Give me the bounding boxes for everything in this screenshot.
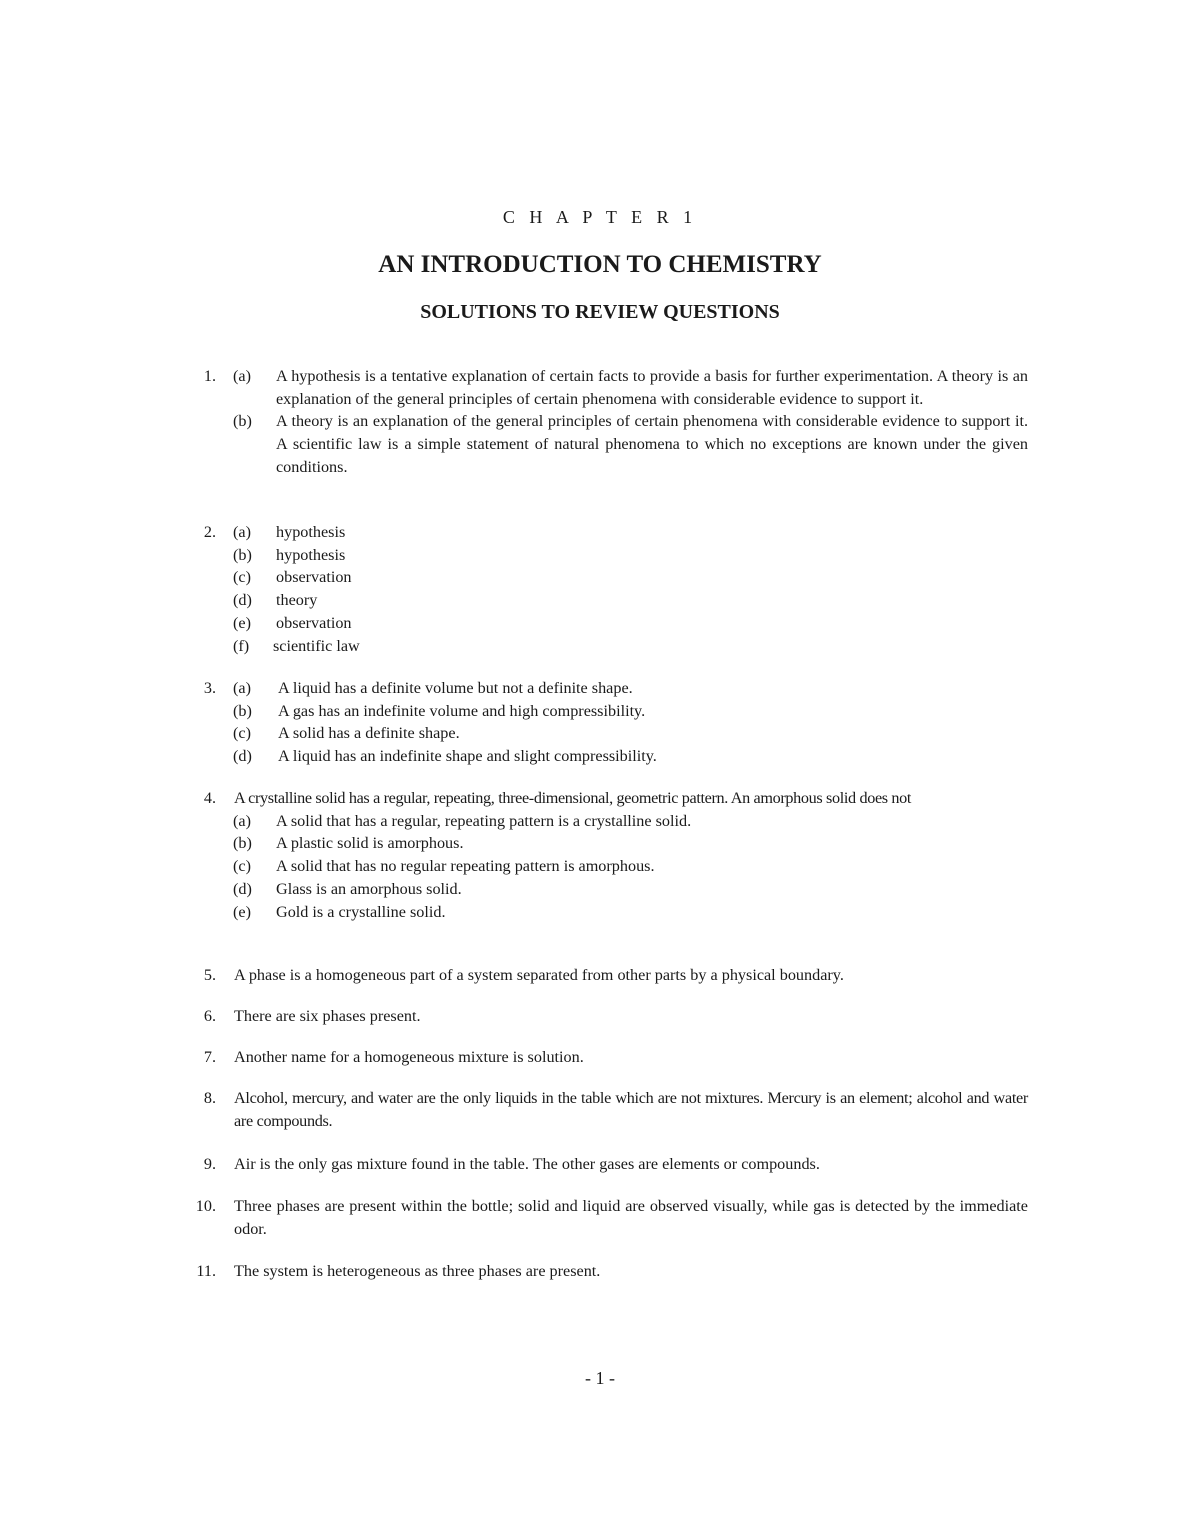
question-text: Alcohol, mercury, and water are the only liquids in the table which are not mixtures. Mercury is an element; alcohol and water are compounds.: [234, 1089, 1028, 1130]
part-text: A solid has a definite shape.: [278, 724, 460, 743]
question-9: [188, 1153, 1028, 1176]
question-text: Another name for a homogeneous mixture is solution.: [234, 1048, 584, 1066]
part-text: A theory is an explanation of the general principles of certain phenomena with considerable evidence to support it. A scientific law is a simple statement of natural phenomena to which no exceptions are known under the given conditions.: [276, 412, 1028, 476]
part-label: (f): [233, 636, 250, 655]
part-label: (b): [233, 412, 252, 431]
part-text: Gold is a crystalline solid.: [276, 902, 446, 921]
part-label: (b): [233, 701, 252, 720]
question-number: 10.: [195, 1197, 216, 1215]
question-part: [188, 410, 1028, 478]
question-part: [188, 677, 1028, 700]
part-text: A gas has an indefinite volume and high compressibility.: [278, 701, 646, 720]
part-text: observation: [276, 568, 352, 587]
question-number: 9.: [203, 1155, 216, 1173]
question-part: [188, 878, 1028, 901]
question-part: [188, 635, 1028, 658]
chapter-title: AN INTRODUCTION TO CHEMISTRY: [378, 251, 822, 278]
question-10: [188, 1195, 1028, 1240]
part-label: (a): [233, 523, 251, 541]
question-number: 7.: [203, 1048, 216, 1066]
part-label: (c): [233, 857, 251, 876]
page-number: - 1 -: [585, 1368, 615, 1388]
question-number: 8.: [203, 1089, 216, 1107]
question-part: [188, 745, 1028, 768]
question-part: [188, 521, 1028, 544]
part-label: (e): [233, 902, 251, 921]
part-label: (b): [233, 834, 252, 853]
part-text: Glass is an amorphous solid.: [276, 879, 462, 898]
part-label: (b): [233, 545, 252, 564]
part-text: observation: [276, 613, 352, 632]
part-label: (d): [233, 591, 252, 610]
question-part: [188, 544, 1028, 567]
part-text: A hypothesis is a tentative explanation of certain facts to provide a basis for further experimentation. A theory is an explanation of the general principles of certain phenomena with considerable evidence to support it.: [276, 367, 1028, 408]
question-number: 11.: [196, 1262, 216, 1280]
part-text: scientific law: [273, 636, 360, 655]
part-label: (a): [233, 811, 251, 830]
question-text: Air is the only gas mixture found in the table. The other gases are elements or compounds.: [234, 1155, 820, 1173]
part-text: hypothesis: [276, 523, 346, 541]
part-text: theory: [276, 591, 318, 610]
part-text: A liquid has an indefinite shape and slight compressibility.: [278, 747, 657, 766]
part-label: (c): [233, 724, 251, 743]
question-5: [188, 964, 1028, 987]
question-part: [188, 700, 1028, 723]
question-4: [188, 787, 1028, 923]
question-2: [188, 521, 1028, 657]
question-number: 6.: [203, 1007, 216, 1025]
question-part: [188, 722, 1028, 745]
section-title: SOLUTIONS TO REVIEW QUESTIONS: [420, 301, 780, 323]
part-label: (a): [233, 679, 251, 697]
question-part: [188, 566, 1028, 589]
part-text: A solid that has a regular, repeating pattern is a crystalline solid.: [276, 811, 692, 830]
question-part: [188, 589, 1028, 612]
question-text: There are six phases present.: [234, 1007, 421, 1025]
question-text: A phase is a homogeneous part of a system separated from other parts by a physical boundary.: [234, 966, 844, 984]
part-label: (d): [233, 879, 252, 898]
question-part: [188, 612, 1028, 635]
question-number: 1.: [203, 367, 216, 385]
question-3: [188, 677, 1028, 768]
question-text: A crystalline solid has a regular, repeating, three-dimensional, geometric pattern. An amorphous solid does not: [234, 789, 912, 807]
question-6: [188, 1005, 1028, 1028]
question-7: [188, 1046, 1028, 1069]
question-1: [188, 365, 1028, 479]
part-label: (d): [233, 747, 252, 766]
part-text: A solid that has no regular repeating pattern is amorphous.: [276, 857, 655, 876]
part-label: (c): [233, 568, 251, 587]
question-number: 5.: [203, 966, 216, 984]
question-number: 3.: [203, 679, 216, 697]
chapter-label: C H A P T E R 1: [502, 207, 698, 227]
question-text: The system is heterogeneous as three phases are present.: [234, 1262, 601, 1280]
part-label: (e): [233, 613, 251, 632]
question-part: [188, 901, 1028, 924]
part-text: A plastic solid is amorphous.: [276, 834, 464, 853]
part-text: A liquid has a definite volume but not a definite shape.: [278, 679, 633, 697]
part-text: hypothesis: [276, 545, 346, 564]
part-label: (a): [233, 367, 251, 385]
question-part: [188, 855, 1028, 878]
question-part: [188, 810, 1028, 833]
question-8: [188, 1087, 1028, 1132]
question-part: [188, 832, 1028, 855]
question-part: [188, 365, 1028, 410]
question-text: Three phases are present within the bottle; solid and liquid are observed visually, while gas is detected by the immediate odor.: [234, 1197, 1028, 1238]
question-number: 4.: [203, 789, 216, 807]
question-number: 2.: [203, 523, 216, 541]
question-11: [188, 1260, 1028, 1283]
